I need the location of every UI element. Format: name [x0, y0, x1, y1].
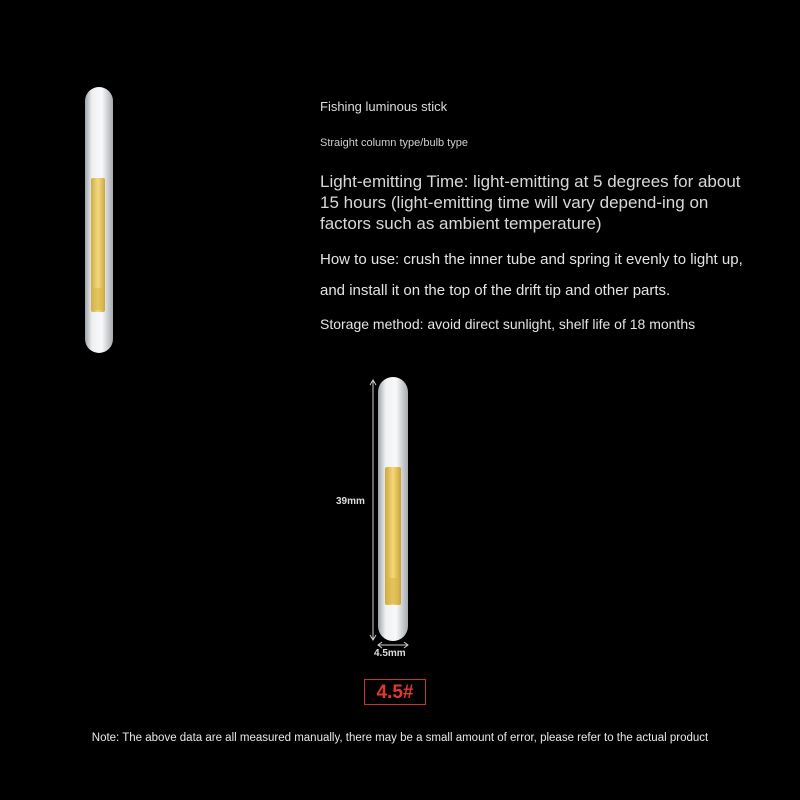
glow-stick-icon — [378, 377, 408, 641]
length-dimension-line — [370, 380, 376, 640]
how-to-use-text: How to use: crush the inner tube and spring it evenly to light up, and install it on the top of the drift tip and other parts. — [320, 251, 743, 299]
glow-stick-icon — [85, 87, 113, 353]
light-time-text: Light-emitting Time: light-emitting at 5 degrees for about 15 hours (light-emitting time will vary depend-ing on factors such as ambient temperature) — [320, 172, 741, 233]
storage-text: Storage method: avoid direct sunlight, shelf life of 18 months — [320, 316, 696, 332]
diameter-label: 4.5mm — [374, 648, 406, 659]
product-subtitle: Straight column type/bulb type — [320, 137, 468, 149]
disclaimer-note: Note: The above data are all measured manually, there may be a small amount of error, please refer to the actual product — [91, 732, 709, 744]
product-title: Fishing luminous stick — [320, 99, 448, 114]
size-badge: 4.5# — [364, 679, 426, 705]
length-label: 39mm — [336, 496, 365, 507]
